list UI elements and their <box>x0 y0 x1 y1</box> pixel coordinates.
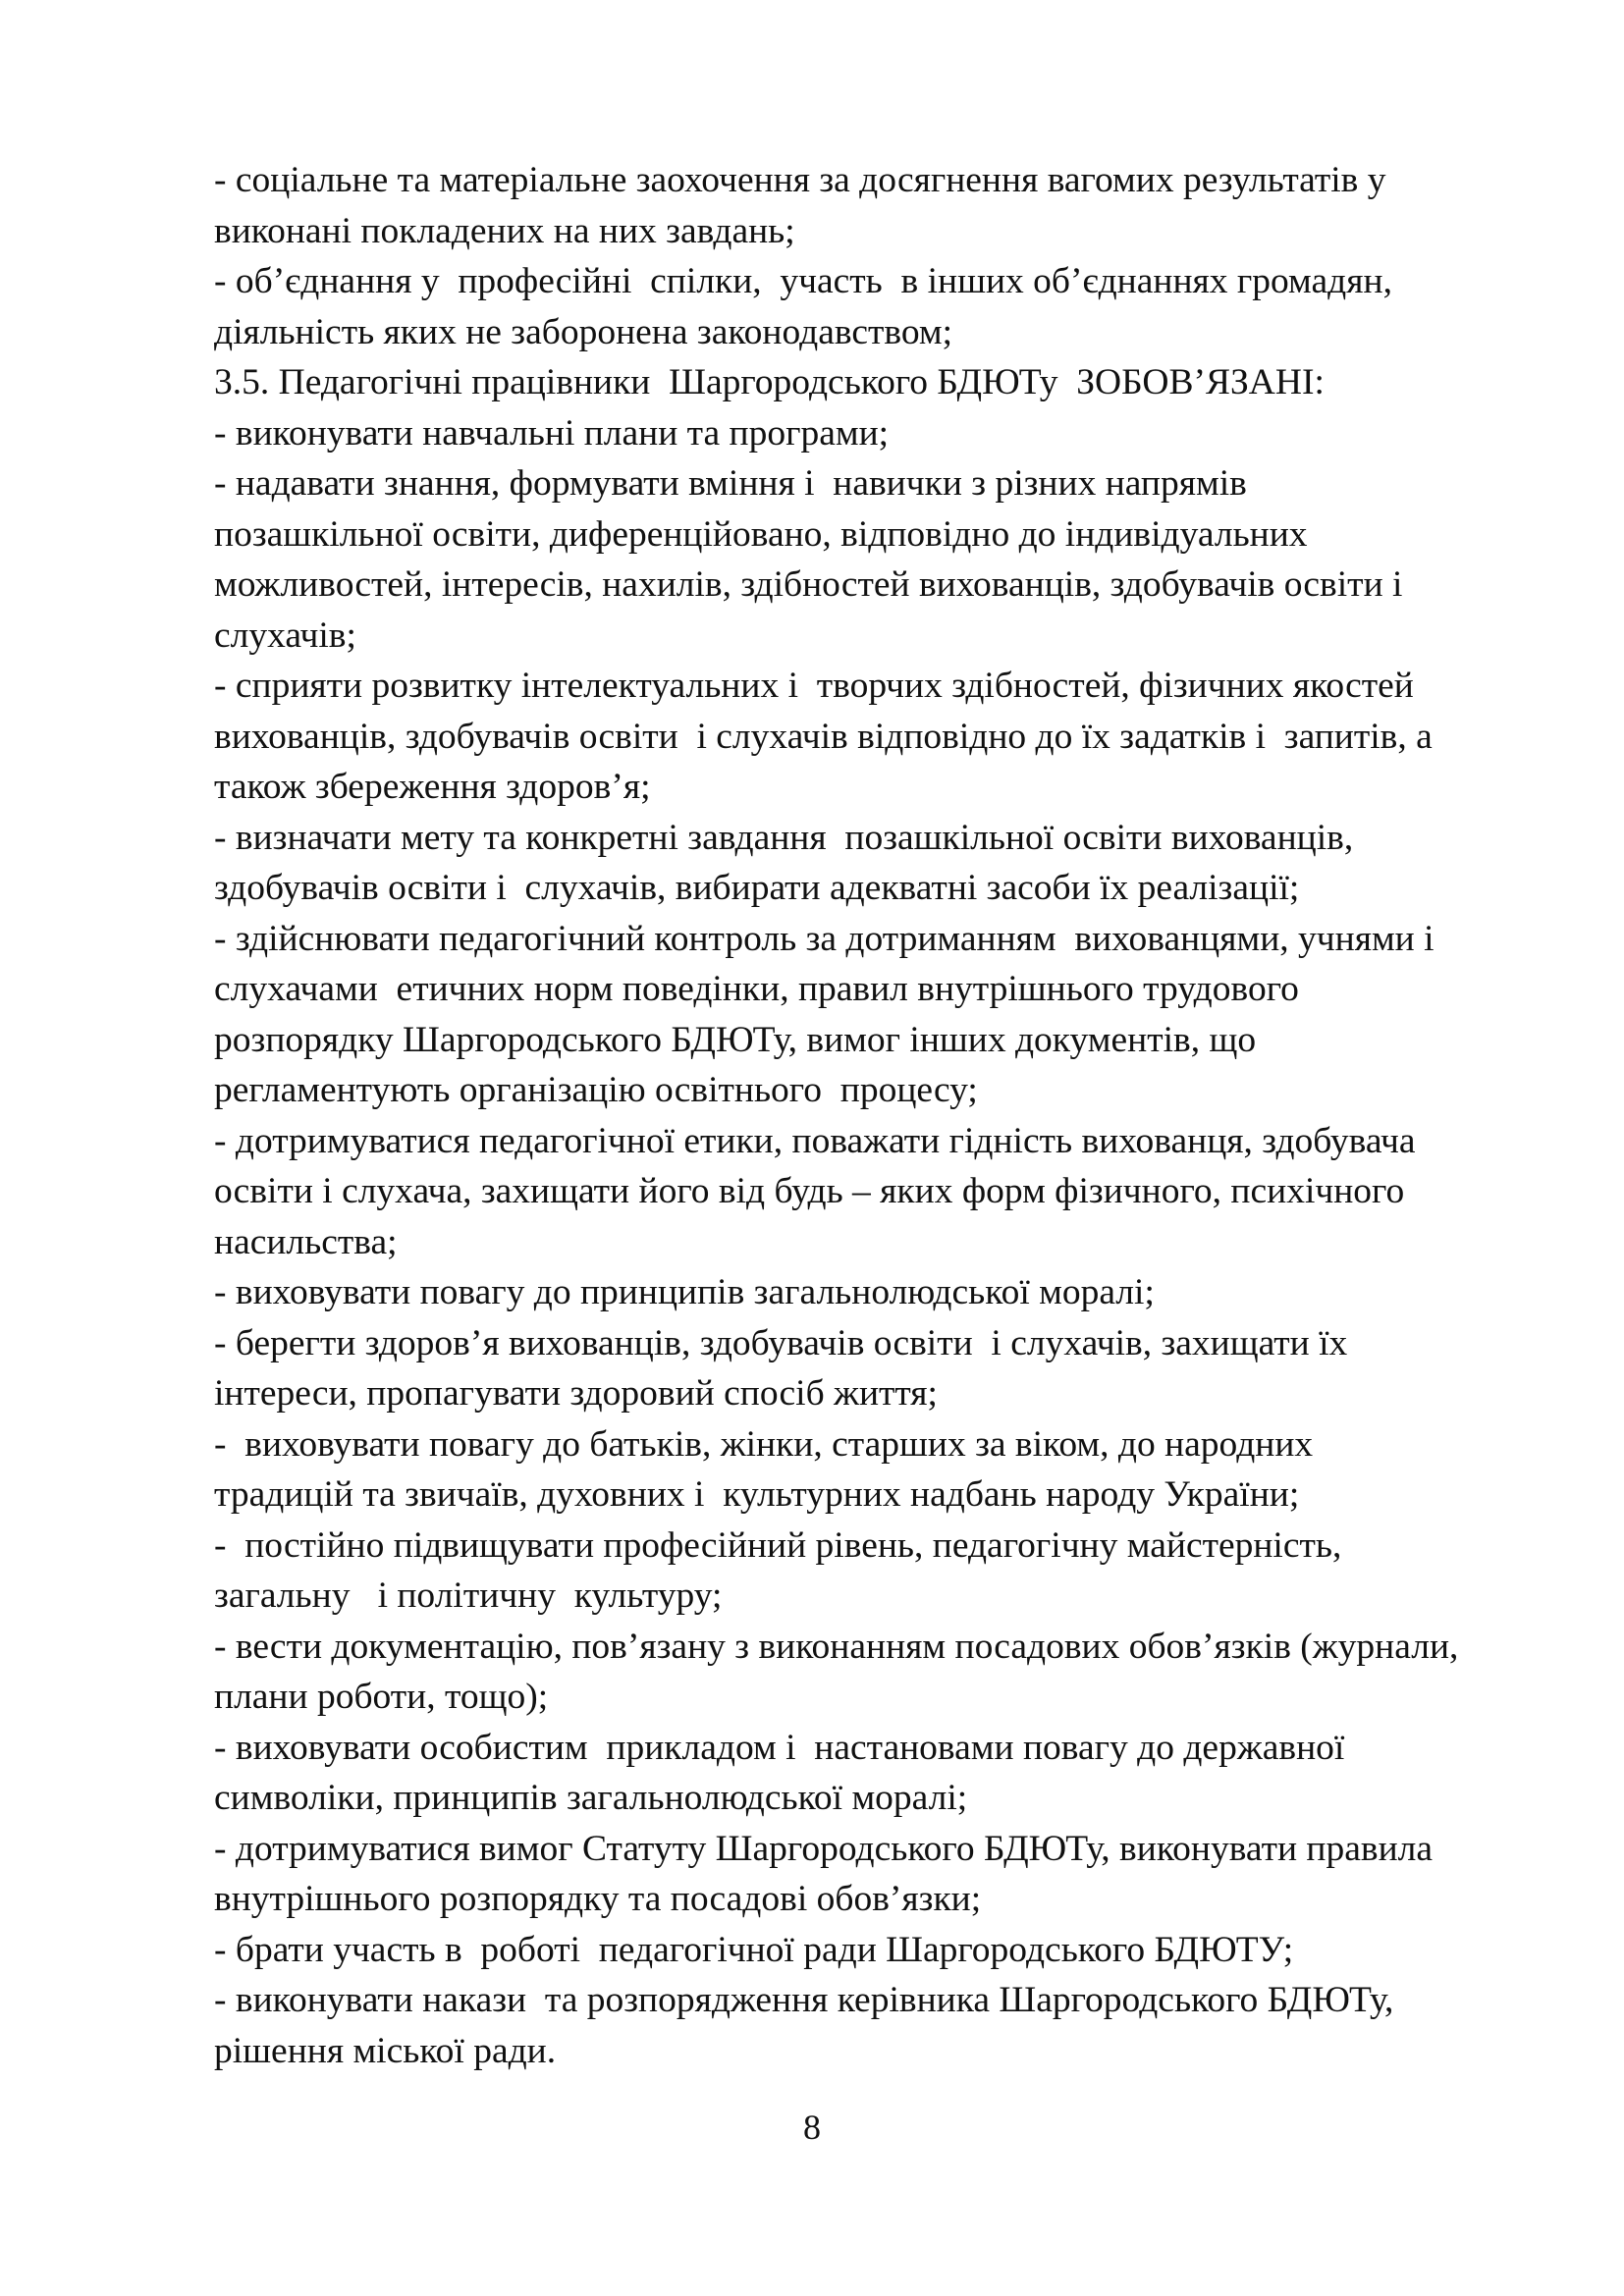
text-line: символіки, принципів загальнолюдської моралі; <box>214 1778 968 1818</box>
text-line: внутрішнього розпорядку та посадові обов’язки; <box>214 1879 982 1919</box>
text-line: - виховувати повагу до принципів загальнолюдської моралі; <box>214 1272 1155 1312</box>
text-line: - брати участь в роботі педагогічної ради Шаргородського БДЮТУ; <box>214 1929 1294 1970</box>
text-line: розпорядку Шаргородського БДЮТу, вимог інших документів, що <box>214 1019 1257 1060</box>
text-line: регламентують організацію освітнього процесу; <box>214 1070 978 1110</box>
text-line: традицій та звичаїв, духовних і культурних надбань народу України; <box>214 1474 1300 1515</box>
text-line: виконані покладених на них завдань; <box>214 210 795 251</box>
text-line: - здійснювати педагогічний контроль за дотриманням вихованцями, учнями і <box>214 918 1435 959</box>
text-line: вихованців, здобувачів освіти і слухачів відповідно до їх задатків і запитів, а <box>214 716 1433 757</box>
text-line: - дотримуватися педагогічної етики, поважати гідність вихованця, здобувача <box>214 1120 1416 1161</box>
text-line: плани роботи, тощо); <box>214 1677 549 1717</box>
text-line: можливостей, інтересів, нахилів, здібностей вихованців, здобувачів освіти і <box>214 564 1403 605</box>
text-line: слухачів; <box>214 614 356 656</box>
text-line: - постійно підвищувати професійний рівень, педагогічну майстерність, <box>214 1524 1342 1566</box>
text-line: інтереси, пропагувати здоровий спосіб життя; <box>214 1373 938 1414</box>
text-line: загальну і політичну культуру; <box>214 1575 723 1616</box>
text-line: - визначати мету та конкретні завдання позашкільної освіти вихованців, <box>214 817 1354 858</box>
text-line: - сприяти розвитку інтелектуальних і творчих здібностей, фізичних якостей <box>214 666 1414 706</box>
text-line: - надавати знання, формувати вміння і навички з різних напрямів <box>214 463 1247 504</box>
text-line: слухачами етичних норм поведінки, правил внутрішнього трудового <box>214 969 1299 1009</box>
text-line: - виховувати повагу до батьків, жінки, старших за віком, до народних <box>214 1423 1314 1465</box>
text-line: позашкільної освіти, диференційовано, відповідно до індивідуальних <box>214 513 1308 555</box>
text-line: - виконувати накази та розпорядження керівника Шаргородського БДЮТу, <box>214 1980 1394 2020</box>
text-line: рішення міської ради. <box>214 2030 557 2071</box>
text-line: діяльність яких не заборонена законодавством; <box>214 311 953 352</box>
text-line: - вести документацію, пов’язану з виконанням посадових обов’язків (журнали, <box>214 1626 1459 1667</box>
page-number: 8 <box>803 2108 821 2147</box>
text-line: - дотримуватися вимог Статуту Шаргородського БДЮТу, виконувати правила <box>214 1828 1434 1869</box>
text-line: - виконувати навчальні плани та програми; <box>214 412 890 454</box>
text-line: насильства; <box>214 1221 398 1262</box>
text-line: - соціальне та матеріальне заохочення за досягнення вагомих результатів у <box>214 160 1386 200</box>
text-line: здобувачів освіти і слухачів, вибирати адекватні засоби їх реалізації; <box>214 868 1300 908</box>
text-line: освіти і слухача, захищати його від будь – яких форм фізичного, психічного <box>214 1171 1405 1211</box>
section-heading-line: 3.5. Педагогічні працівники Шаргородського БДЮТу ЗОБОВ’ЯЗАНІ: <box>214 362 1325 402</box>
text-line: - об’єднання у професійні спілки, участь в інших об’єднаннях громадян, <box>214 261 1392 301</box>
text-line: - берегти здоров’я вихованців, здобувачів освіти і слухачів, захищати їх <box>214 1322 1348 1363</box>
document-body <box>214 155 1530 2076</box>
text-line: - виховувати особистим прикладом і настановами повагу до державної <box>214 1727 1345 1768</box>
text-line: також збереження здоров’я; <box>214 767 651 807</box>
